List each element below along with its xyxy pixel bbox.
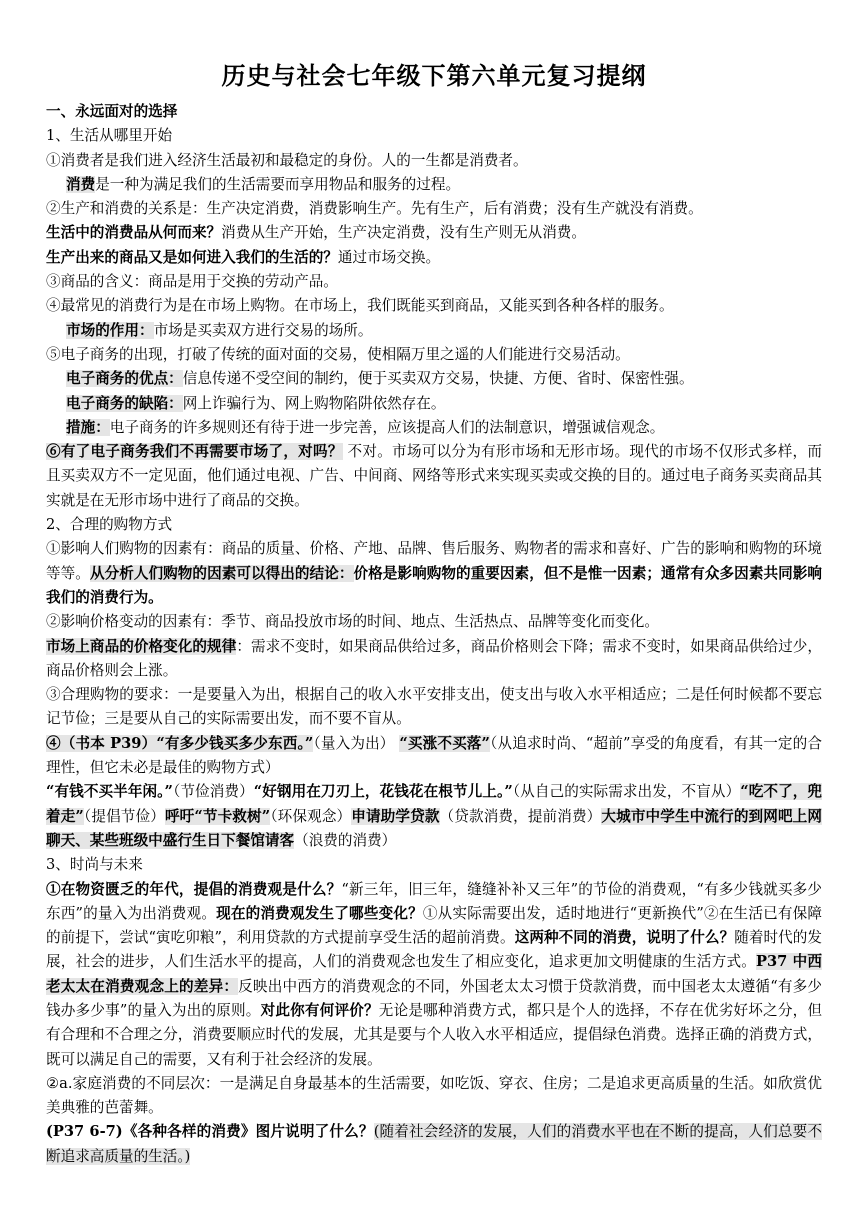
paragraph: ⑤电子商务的出现，打破了传统的面对面的交易，使相隔万里之遥的人们能进行交易活动。 bbox=[46, 345, 630, 363]
term: 消费 bbox=[66, 175, 96, 193]
paragraph: ②影响价格变动的因素有：季节、商品投放市场的时间、地点、生活热点、品牌等变化而变化。 bbox=[46, 613, 659, 631]
term: 市场的作用： bbox=[66, 321, 154, 339]
subsection-heading: 1、生活从哪里开始 bbox=[46, 127, 173, 145]
text: 不对。市场可以分为有形市场和无形市场。现代的市场不仅形式多样，而且买卖双方不一定见面，他们通过电视、广告、中间商、网络等形式来实现买卖或交换的目的。通过电子商务买卖商品其实就是在无形市场中进行了商品的交换。 bbox=[46, 443, 822, 509]
text: （从追求时尚、“超前”享受的角度看，有其一定的合理性，但它未必是最佳的购物方式） bbox=[46, 734, 822, 777]
saying: “有钱不买半年闲。” bbox=[46, 783, 173, 801]
question: P37 中西老太太在消费观念上的差异： bbox=[46, 953, 822, 995]
text: 网上诈骗行为、网上购物陷阱依然存在。 bbox=[182, 394, 446, 412]
paragraph: ②a.家庭消费的不同层次：一是满足自身最基本的生活需要，如吃饭、穿衣、住房；二是追求更高质量的生活。如欣赏优美典雅的芭蕾舞。 bbox=[46, 1074, 822, 1117]
paragraph bbox=[46, 319, 822, 343]
question: 这两种不同的消费，说明了什么？ bbox=[514, 929, 735, 947]
paragraph: ①消费者是我们进入经济生活最初和最稳定的身份。人的一生都是消费者。 bbox=[46, 151, 528, 169]
paragraph bbox=[46, 392, 822, 416]
text: 通过市场交换。 bbox=[337, 248, 441, 266]
text: （贷款消费，提前消费） bbox=[439, 807, 602, 825]
paragraph bbox=[46, 416, 822, 440]
text: 电子商务的许多规则还有待于进一步完善，应该提高人们的法制意识，增强诚信观念。 bbox=[109, 418, 665, 436]
text: （量入为出） bbox=[313, 734, 400, 752]
text: （提倡节俭） bbox=[83, 807, 165, 825]
answer: (随着社会经济的发展，人们的消费水平也在不断的提高，人们总要不断追求高质量的生活。) bbox=[46, 1123, 822, 1165]
question: 从分析人们购物的因素可以得出的结论： bbox=[89, 564, 354, 582]
paragraph: ②生产和消费的关系是：生产决定消费，消费影响生产。先有生产，后有消费；没有生产就没有消费。 bbox=[46, 200, 703, 218]
saying: ④（书本 P39）“有多少钱买多少东西。” bbox=[46, 734, 314, 752]
text: “新三年，旧三年，缝缝补补又三年”的节俭的消费观，“有多少钱就买多少东西”的量入为出消费观。 bbox=[46, 880, 822, 922]
text: 随着时代的发展，社会的进步，人们生活水平的提高，人们的消费观念也发生了相应变化，追求更加文明健康的生活方式。 bbox=[46, 929, 822, 971]
subsection-heading: 2、合理的购物方式 bbox=[46, 516, 173, 534]
term: 市场上商品的价格变化的规律 bbox=[46, 637, 237, 655]
text: ①从实际需要出发，适时地进行“更新换代”②在生活已有保障的前提下，尝试“寅吃卯粮”，利用贷款的方式提前享受生活的超前消费。 bbox=[46, 904, 822, 947]
paragraph: ③商品的含义：商品是用于交换的劳动产品。 bbox=[46, 273, 338, 291]
paragraph bbox=[46, 780, 822, 853]
text: 信息传递不受空间的制约，便于买卖双方交易，快捷、方便、省时、保密性强。 bbox=[182, 370, 694, 388]
text: 是一种为满足我们的生活需要而享用物品和服务的过程。 bbox=[95, 175, 461, 193]
term: 电子商务的缺陷： bbox=[66, 394, 183, 412]
saying: “好钢用在刀刃上，花钱花在根节儿上。” bbox=[253, 783, 513, 801]
term: 措施： bbox=[66, 418, 110, 436]
paragraph bbox=[46, 635, 822, 684]
section-heading: 一、永远面对的选择 bbox=[46, 103, 178, 120]
saying: “吃不了，兜着走” bbox=[46, 783, 822, 825]
question: (P37 6-7)《各种各样的消费》图片说明了什么？ bbox=[46, 1123, 374, 1141]
text: 无论是哪种消费方式，都只是个人的选择，不存在优劣好坏之分，但有合理和不合理之分，消费要顺应时代的发展，尤其是要与个人收入水平相适应，提倡绿色消费。选择正确的消费方式，既可以满足自己的需要，又有利于社会经济的发展。 bbox=[46, 1001, 822, 1068]
paragraph bbox=[46, 246, 822, 270]
page-title: 历史与社会七年级下第六单元复习提纲 bbox=[221, 61, 647, 90]
question: 生活中的消费品从何而来？ bbox=[46, 224, 222, 242]
subsection-heading: 3、时尚与未来 bbox=[46, 856, 143, 874]
question: 现在的消费观发生了哪些变化？ bbox=[216, 904, 423, 922]
text: ①影响人们购物的因素有：商品的质量、价格、产地、品牌、售后服务、购物者的需求和喜好、广告的影响和购物的环境等等。 bbox=[46, 540, 822, 582]
saying: 呼吁“节卡救树” bbox=[164, 807, 271, 825]
term: 电子商务的优点： bbox=[66, 370, 183, 388]
paragraph bbox=[46, 1120, 822, 1169]
question: 生产出来的商品又是如何进入我们的生活的？ bbox=[46, 248, 338, 266]
text: 反映出中西方的消费观念的不同，外国老太太习惯于贷款消费，而中国老太太遵循“有多少钱办多少事”的量入为出的原则。 bbox=[46, 977, 822, 1019]
paragraph bbox=[46, 537, 822, 610]
paragraph bbox=[46, 221, 822, 245]
text: （浪费的消费） bbox=[294, 831, 397, 849]
text: （从自己的实际需求出发，不盲从） bbox=[512, 783, 741, 801]
saying: 大城市中学生中流行的到网吧上网聊天、某些班级中盛行生日下餐馆请客 bbox=[46, 807, 822, 849]
paragraph bbox=[46, 732, 822, 781]
text: 消费从生产开始，生产决定消费，没有生产则无从消费。 bbox=[221, 224, 586, 242]
paragraph bbox=[46, 367, 822, 391]
paragraph bbox=[46, 878, 822, 1072]
question: 对此你有何评价？ bbox=[260, 1001, 379, 1019]
answer: 价格是影响购物的重要因素，但不是惟一因素；通常有众多因素共同影响我们的消费行为。 bbox=[46, 564, 822, 606]
paragraph: ④最常见的消费行为是在市场上购物。在市场上，我们既能买到商品，又能买到各种各样的服务。 bbox=[46, 297, 674, 315]
text: 市场是买卖双方进行交易的场所。 bbox=[153, 321, 373, 339]
question: ⑥有了电子商务我们不再需要市场了，对吗？ bbox=[46, 443, 343, 461]
question: ①在物资匮乏的年代，提倡的消费观是什么？ bbox=[46, 880, 342, 898]
paragraph: ③合理购物的要求：一是要量入为出，根据自己的收入水平安排支出，使支出与收入水平相适应；二是任何时候都不要忘记节俭；三是要从自己的实际需要出发，而不要不盲从。 bbox=[46, 686, 822, 728]
saying: “买涨不买落” bbox=[399, 734, 490, 752]
paragraph bbox=[46, 173, 822, 197]
text: ：需求不变时，如果商品供给过多，商品价格则会下降；需求不变时，如果商品供给过少，商品价格则会上涨。 bbox=[46, 637, 822, 679]
text: （环保观念） bbox=[270, 807, 352, 825]
text: （节俭消费） bbox=[172, 783, 254, 801]
saying: 申请助学贷款 bbox=[351, 807, 440, 825]
paragraph bbox=[46, 440, 822, 513]
